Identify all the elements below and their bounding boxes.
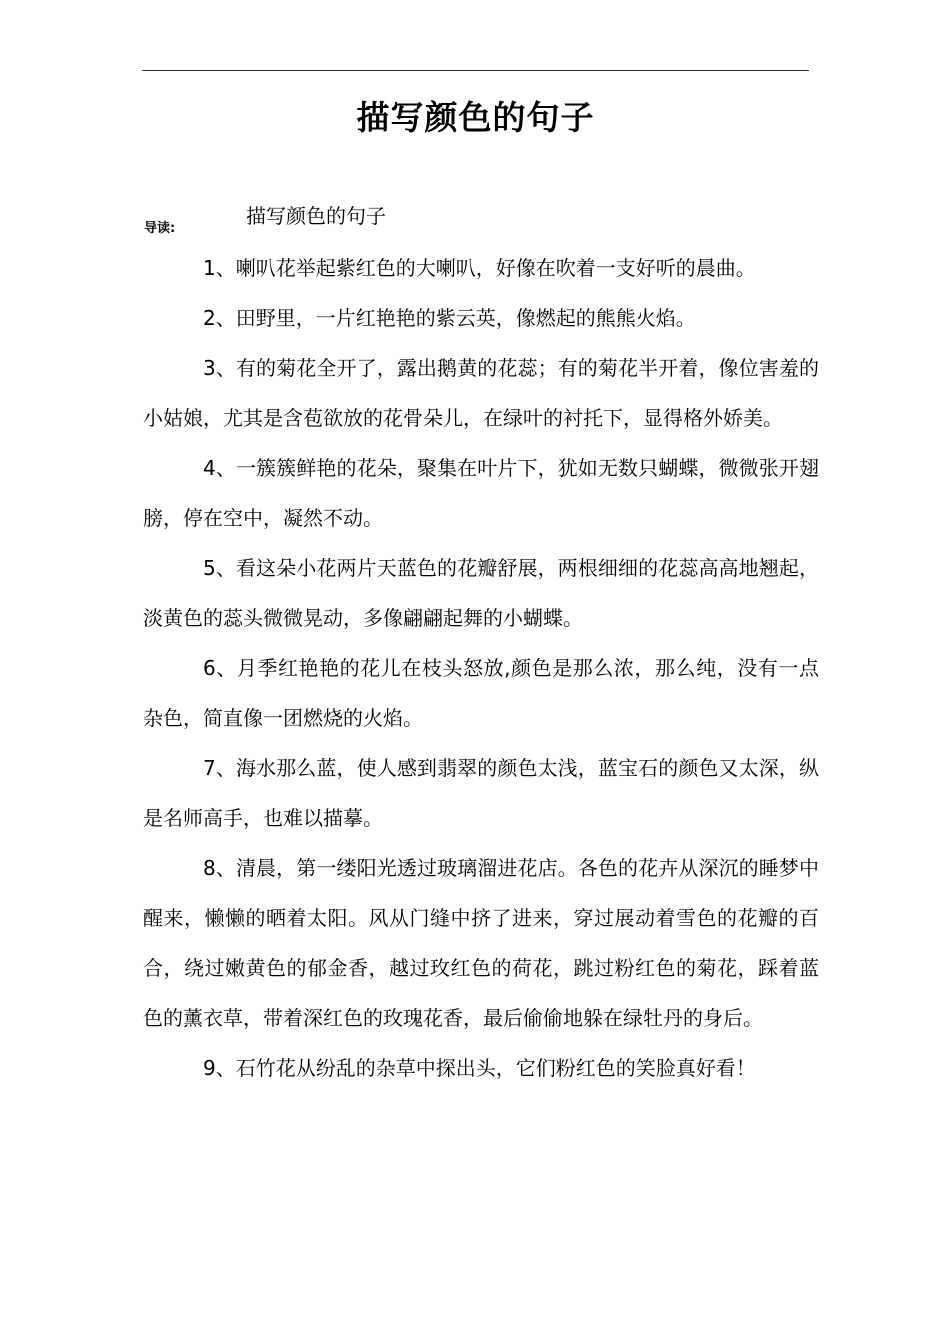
paragraph-6: 6、月季红艳艳的花儿在枝头怒放,颜色是那么浓，那么纯，没有一点杂色，简直像一团燃烧的火焰。 bbox=[143, 656, 819, 730]
paragraph-9: 9、石竹花从纷乱的杂草中探出头，它们粉红色的笑脸真好看！ bbox=[203, 1056, 756, 1080]
paragraph-1: 1、喇叭花举起紫红色的大喇叭，好像在吹着一支好听的晨曲。 bbox=[203, 256, 756, 280]
paragraph-5: 5、看这朵小花两片天蓝色的花瓣舒展，两根细细的花蕊高高地翘起，淡黄色的蕊头微微晃动，多像翩翩起舞的小蝴蝶。 bbox=[143, 556, 819, 630]
paragraph-8: 8、清晨，第一缕阳光透过玻璃溜进花店。各色的花卉从深沉的睡梦中醒来，懒懒的晒着太阳。风从门缝中挤了进来，穿过展动着雪色的花瓣的百合，绕过嫩黄色的郁金香，越过玫红色的荷花，跳过粉红色的菊花，踩着蓝色的薰衣草，带着深红色的玫瑰花香，最后偷偷地躲在绿牡丹的身后。 bbox=[143, 856, 819, 1030]
paragraph-2: 2、田野里，一片红艳艳的紫云英，像燃起的熊熊火焰。 bbox=[203, 306, 696, 330]
lead-title: 描写颜色的句子 bbox=[246, 204, 386, 228]
lead-label: 导读: bbox=[144, 221, 176, 236]
document-body bbox=[143, 243, 819, 1093]
paragraph-3: 3、有的菊花全开了，露出鹅黄的花蕊；有的菊花半开着，像位害羞的小姑娘，尤其是含苞欲放的花骨朵儿，在绿叶的衬托下，显得格外娇美。 bbox=[143, 356, 819, 430]
header-rule bbox=[142, 70, 809, 71]
paragraph-7: 7、海水那么蓝，使人感到翡翠的颜色太浅，蓝宝石的颜色又太深，纵是名师高手，也难以描摹。 bbox=[143, 756, 819, 830]
paragraph-4: 4、一簇簇鲜艳的花朵，聚集在叶片下，犹如无数只蝴蝶，微微张开翅膀，停在空中，凝然不动。 bbox=[143, 456, 819, 530]
document-title: 描写颜色的句子 bbox=[356, 98, 595, 137]
